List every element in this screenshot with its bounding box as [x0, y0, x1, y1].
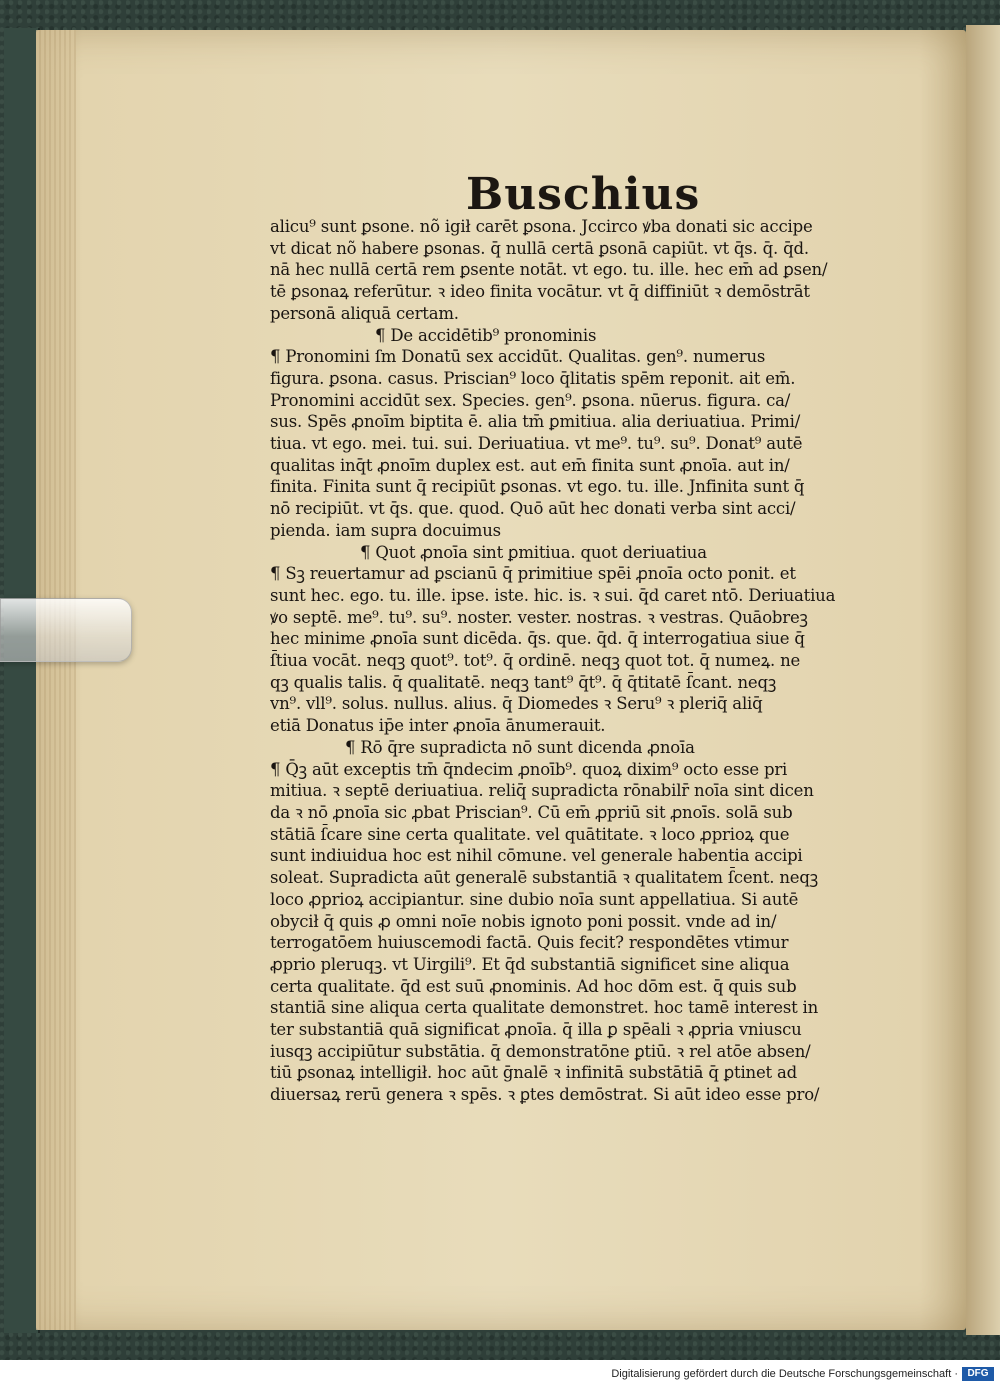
text-line: tē ꝑsonaꝝ referūtur. ꝛ ideo finita vocātur. vt q̄ diffiniūt ꝛ demōstrāt — [270, 282, 810, 302]
text-line: ¶ Pronomini ſm Donatū sex accidūt. Qualitas. gen⁹. numerus — [270, 347, 766, 367]
funding-credit: Digitalisierung gefördert durch die Deutsche Forschungsgemeinschaft · — [611, 1368, 958, 1380]
text-line: sunt hec. ego. tu. ille. ipse. iste. hic. is. ꝛ sui. q̄d caret ntō. Deriuatiua — [270, 585, 836, 605]
running-title: Buschius — [466, 169, 701, 220]
text-line: stantiā sine aliqua certa qualitate demonstret. hoc tamē interest in — [270, 998, 819, 1018]
section-heading: ¶ Quot ꝓnoīa sint ꝑmitiua. quot deriuatiua — [360, 542, 707, 562]
cover-board — [4, 28, 40, 1333]
text-line: stātiā ſ̄care sine certa qualitate. vel quātitate. ꝛ loco ꝓprioꝝ que — [270, 824, 790, 844]
section-heading: ¶ De accidētib⁹ pronominis — [375, 325, 597, 345]
text-line: terrogatōem huiuscemodi factā. Quis fecit? respondētes vtimur — [270, 933, 789, 953]
text-line: pienda. iam supra docuimus — [270, 520, 501, 540]
text-line: nā hec nullā certā rem ꝑsente notāt. vt ego. tu. ille. hec em̄ ad ꝑsen/ — [270, 260, 828, 280]
text-line: qualitas inq̄t ꝓnoīm duplex est. aut em̄ finita sunt ꝓnoīa. aut in/ — [270, 455, 790, 475]
section-heading: ¶ Rō q̄re supradicta nō sunt dicenda ꝓnoīa — [345, 737, 695, 757]
text-line: ter substantiā quā significat ꝓnoīa. q̄ illa ꝑ spēali ꝛ ꝓpria vniuscu — [270, 1020, 802, 1040]
text-line: ꝟo septē. me⁹. tu⁹. su⁹. noster. vester. nostras. ꝛ vestras. Quāobreꝫ — [270, 607, 808, 627]
text-line: sunt indiuidua hoc est nihil cōmune. vel generale habentia accipi — [270, 846, 803, 866]
text-line: da ꝛ nō ꝓnoīa sic ꝓbat Priscian⁹. Cū em̄ ꝓpriū sit ꝓnoīs. solā sub — [270, 802, 793, 822]
text-line: ſ̄tiua vocāt. neqꝫ quot⁹. tot⁹. q̄ ordinē. neqꝫ quot tot. q̄ numeꝝ. ne — [270, 651, 801, 671]
dfg-logo: DFG — [962, 1367, 994, 1381]
text-line: mitiua. ꝛ septē deriuatiua. reliq̄ supradicta rōnabilr̄ noīa sint dicen — [270, 781, 814, 801]
text-line: sus. Spēs ꝓnoīm biptita ē. alia tm̄ ꝑmitiua. alia deriuatiua. Primi/ — [270, 412, 801, 432]
text-line: personā aliquā certam. — [270, 303, 459, 323]
text-line: nō recipiūt. vt q̄s. que. quod. Quō aūt hec donati verba sint acci/ — [270, 499, 796, 519]
page-clip — [0, 598, 132, 662]
text-line: vn⁹. vll⁹. solus. nullus. alius. q̄ Diomedes ꝛ Seru⁹ ꝛ pleriq̄ aliq̄ — [270, 694, 763, 714]
text-line: alicu⁹ sunt ꝑsone. nõ igił carēt ꝑsona. Jccirco ꝟba donati sic accipe — [270, 217, 813, 236]
text-line: tiū ꝑsonaꝝ intelligił. hoc aūt ḡnalē ꝛ infinitā substātiā q̄ ꝑtinet ad — [270, 1063, 798, 1083]
text-line: ¶ Q̄ꝫ aūt exceptis tm̄ q̄ndecim ꝓnoīb⁹. quoꝝ dixim⁹ octo esse pri — [270, 759, 788, 779]
text-line: loco ꝓprioꝝ accipiantur. sine dubio noīa sunt appellatiua. Si autē — [270, 889, 799, 909]
text-line: Pronomini accidūt sex. Species. gen⁹. ꝑsona. nūerus. figura. ca/ — [270, 390, 791, 410]
text-line: diuersaꝝ rerū genera ꝛ spēs. ꝛ ꝑtes demōstrat. Si aūt ideo esse pro/ — [270, 1085, 820, 1105]
text-line: figura. ꝑsona. casus. Priscian⁹ loco q̄litatis spēm reponit. ait em̄. — [270, 368, 796, 388]
text-line: ¶ Sꝫ reuertamur ad ꝑscianū q̄ primitiue spēi ꝓnoīa octo ponit. et — [270, 564, 796, 584]
text-line: finita. Finita sunt q̄ recipiūt ꝑsonas. vt ego. tu. ille. Jnfinita sunt q̄ — [270, 477, 805, 497]
text-line: certa qualitate. q̄d est suū ꝓnominis. Ad hoc dōm est. q̄ quis sub — [270, 976, 797, 996]
facing-page-edge — [966, 25, 1000, 1335]
text-line: vt dicat nõ habere ꝑsonas. q̄ nullā certā ꝑsonā capiūt. vt q̄s. q̄. q̄d. — [270, 238, 809, 258]
page-body-text — [270, 216, 870, 1106]
text-line: qꝫ qualis talis. q̄ qualitatē. neqꝫ tant⁹ q̄t⁹. q̄ q̄titatē ſ̄cant. neqꝫ — [270, 672, 777, 692]
text-line: etiā Donatus ip̄e inter ꝓnoīa ānumerauit. — [270, 716, 606, 736]
text-line: obycił q̄ quis ꝓ omni noīe nobis ignoto poni possit. vnde ad in/ — [270, 911, 777, 931]
text-line: hec minime ꝓnoīa sunt dicēda. q̄s. que. q̄d. q̄ interrogatiua siue q̄ — [270, 629, 805, 649]
text-line: ꝓprio pleruqꝫ. vt Uirgili⁹. Et q̄d substantiā significet sine aliqua — [270, 954, 790, 974]
text-line: soleat. Supradicta aūt generalē substantiā ꝛ qualitatem ſ̄cent. neqꝫ — [270, 868, 818, 888]
text-line: iusqꝫ accipiūtur substātia. q̄ demonstratōne ꝑtiū. ꝛ rel atōe absen/ — [270, 1041, 811, 1061]
text-line: tiua. vt ego. mei. tui. sui. Deriuatiua. vt me⁹. tu⁹. su⁹. Donat⁹ autē — [270, 434, 803, 454]
page-edges — [36, 30, 76, 1330]
